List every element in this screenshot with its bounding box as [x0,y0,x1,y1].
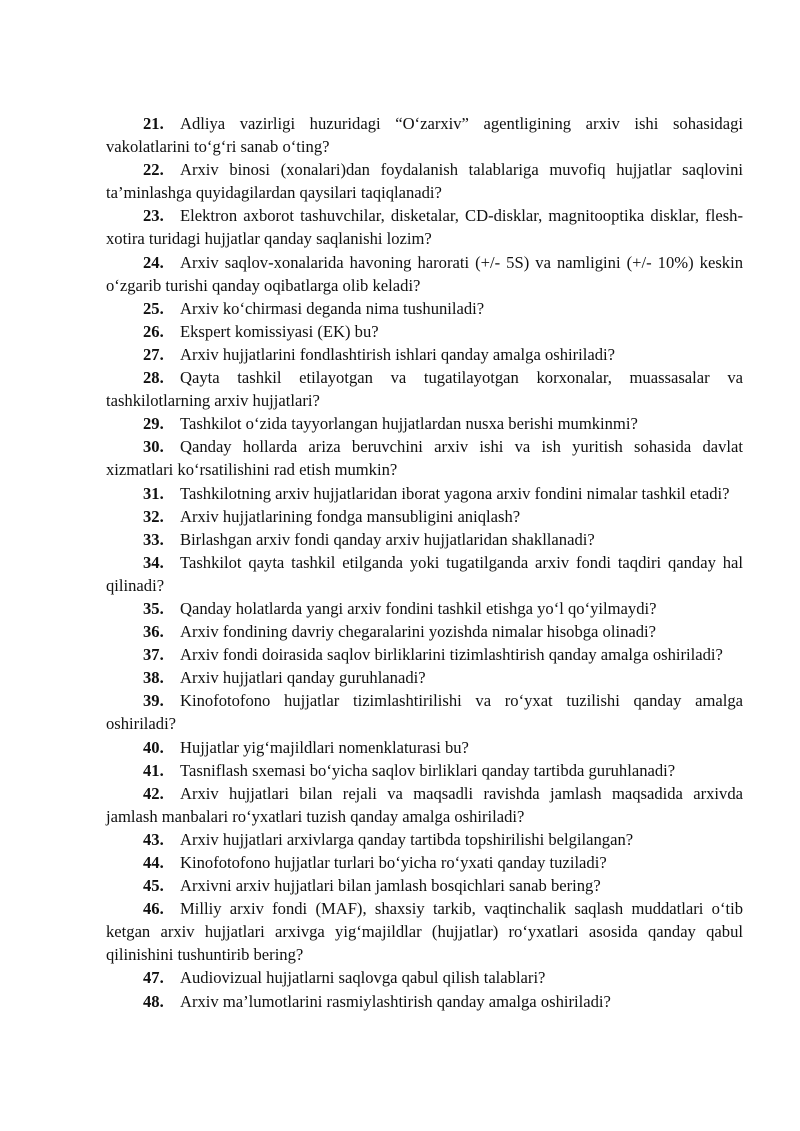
question-item [106,528,743,551]
question-number: 41. [143,760,164,780]
question-item [106,851,743,874]
question-text: Birlashgan arxiv fondi qanday arxiv hujjatlaridan shakllanadi? [180,529,595,549]
question-number: 47. [143,968,164,988]
question-number: 23. [143,206,164,226]
question-text: Arxiv fondi doirasida saqlov birliklarini tizimlashtirish qanday amalga oshiriladi? [180,645,723,665]
question-item [106,551,743,597]
question-item [106,828,743,851]
question-item [106,643,743,666]
question-item [106,597,743,620]
question-number: 22. [143,160,164,180]
question-item [106,251,743,297]
question-text: Arxiv hujjatlari arxivlarga qanday tartibda topshirilishi belgilangan? [180,829,634,849]
question-text: Adliya vazirligi huzuridagi “O‘zarxiv” agentligining arxiv ishi sohasidagi vakolatlarini to‘g‘ri sanab o‘ting? [106,114,743,157]
question-item [106,689,743,735]
question-number: 21. [143,114,164,133]
question-item [106,320,743,343]
question-number: 39. [143,691,164,711]
question-number: 29. [143,414,164,434]
question-number: 24. [143,252,164,272]
question-item [106,990,743,1013]
question-number: 32. [143,506,164,526]
question-text: Qanday hollarda ariza beruvchini arxiv ishi va ish yuritish sohasida davlat xizmatlari ko‘rsatilishini rad etish mumkin? [106,437,743,480]
question-number: 34. [143,552,164,572]
question-item [106,482,743,505]
question-item [106,736,743,759]
question-text: Arxiv hujjatlari bilan rejali va maqsadli ravishda jamlash maqsadida arxivda jamlash manbalari ro‘yxatlari tuzish qanday amalga oshiriladi? [106,783,743,826]
question-item [106,343,743,366]
question-number: 44. [143,853,164,872]
question-text: Arxiv hujjatlarini fondlashtirish ishlari qanday amalga oshiriladi? [180,344,616,364]
question-text: Hujjatlar yig‘majildlari nomenklaturasi bu? [180,737,469,757]
question-text: Tashkilotning arxiv hujjatlaridan iborat yagona arxiv fondini nimalar tashkil etadi? [180,483,730,503]
question-text: Tashkilot o‘zida tayyorlangan hujjatlardan nusxa berishi mumkinmi? [180,414,638,434]
question-item [106,204,743,250]
question-number: 45. [143,876,164,896]
question-item [106,158,743,204]
question-text: Tashkilot qayta tashkil etilganda yoki tugatilganda arxiv fondi taqdiri qanday hal qilinadi? [106,552,743,595]
question-text: Arxiv ma’lumotlarini rasmiylashtirish qanday amalga oshiriladi? [180,991,611,1011]
question-number: 37. [143,645,164,665]
question-number: 48. [143,991,164,1011]
question-item [106,366,743,412]
question-text: Arxiv binosi (xonalari)dan foydalanish talablariga muvofiq hujjatlar saqlovini ta’minlashga quyidagilardan qaysilari taqiqlanadi? [106,160,743,203]
question-item [106,435,743,481]
question-number: 27. [143,344,164,364]
question-text: Kinofotofono hujjatlar turlari bo‘yicha ro‘yxati qanday tuziladi? [180,853,607,872]
question-item [106,966,743,989]
question-number: 38. [143,668,164,688]
question-item [106,297,743,320]
question-number: 42. [143,783,164,803]
question-text: Milliy arxiv fondi (MAF), shaxsiy tarkib, vaqtinchalik saqlash muddatlari o‘tib ketgan arxiv hujjatlari arxivga yig‘majildlar (hujjatlar) ro‘yxatlari asosida qanday qabul qilinishini tushuntirib bering? [106,899,743,965]
question-number: 26. [143,321,164,341]
question-text: Qayta tashkil etilayotgan va tugatilayotgan korxonalar, muassasalar va tashkilotlarning arxiv hujjatlari? [106,368,743,411]
question-item [106,782,743,828]
question-text: Arxiv ko‘chirmasi deganda nima tushuniladi? [180,298,485,318]
question-item [106,666,743,689]
question-text: Elektron axborot tashuvchilar, disketalar, CD-disklar, magnitooptika disklar, flesh-xotira turidagi hujjatlar qanday saqlanishi lozim? [106,206,743,249]
question-text: Arxiv fondining davriy chegaralarini yozishda nimalar hisobga olinadi? [180,622,657,642]
question-text: Tasniflash sxemasi bo‘yicha saqlov birliklari qanday tartibda guruhlanadi? [180,760,676,780]
question-text: Arxiv hujjatlari qanday guruhlanadi? [180,668,426,688]
question-number: 43. [143,829,164,849]
question-number: 35. [143,598,164,618]
question-number: 40. [143,737,164,757]
question-item [106,759,743,782]
question-text: Audiovizual hujjatlarni saqlovga qabul qilish talablari? [180,968,546,988]
question-text: Arxiv hujjatlarining fondga mansubligini aniqlash? [180,506,521,526]
question-number: 33. [143,529,164,549]
question-item [106,874,743,897]
question-item [106,412,743,435]
question-number: 28. [143,368,164,388]
question-text: Ekspert komissiyasi (EK) bu? [180,321,379,341]
question-item [106,505,743,528]
question-number: 30. [143,437,164,457]
question-number: 31. [143,483,164,503]
question-text: Kinofotofono hujjatlar tizimlashtirilishi va ro‘yxat tuzilishi qanday amalga oshiriladi? [106,691,743,734]
question-number: 46. [143,899,164,919]
question-item [106,112,743,158]
question-number: 36. [143,622,164,642]
question-number: 25. [143,298,164,318]
question-text: Arxiv saqlov-xonalarida havoning harorati (+/- 5S) va namligini (+/- 10%) keskin o‘zgarib turishi qanday oqibatlarga olib keladi? [106,252,743,295]
question-list [106,112,743,1013]
question-text: Arxivni arxiv hujjatlari bilan jamlash bosqichlari sanab bering? [180,876,601,896]
question-text: Qanday holatlarda yangi arxiv fondini tashkil etishga yo‘l qo‘yilmaydi? [180,598,657,618]
question-item [106,897,743,966]
question-item [106,620,743,643]
